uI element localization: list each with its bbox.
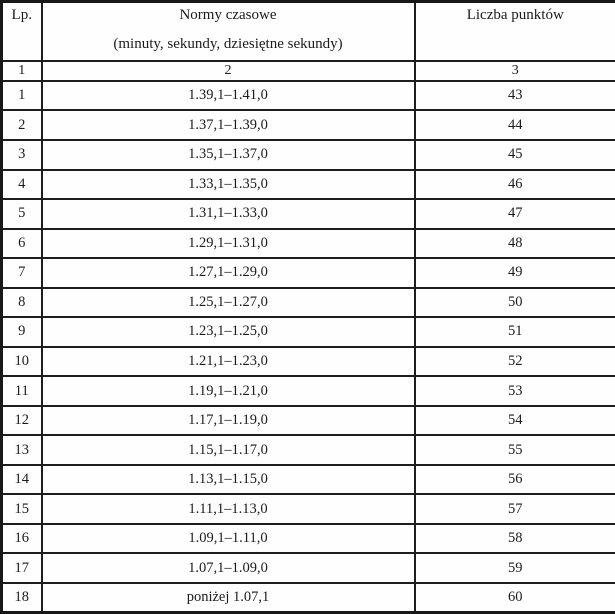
cell-punkty: 50 (415, 288, 615, 318)
table-row (2, 347, 615, 377)
cell-norma: 1.31,1–1.33,0 (42, 199, 415, 229)
cell-lp: 1 (2, 81, 42, 111)
cell-lp: 18 (2, 583, 42, 613)
cell-norma: 1.25,1–1.27,0 (42, 288, 415, 318)
cell-norma: 1.29,1–1.31,0 (42, 229, 415, 259)
cell-lp: 15 (2, 494, 42, 524)
table-row (2, 494, 615, 524)
cell-lp: 16 (2, 524, 42, 554)
table-row (2, 110, 615, 140)
cell-norma: 1.09,1–1.11,0 (42, 524, 415, 554)
table-row (2, 170, 615, 200)
cell-norma: 1.15,1–1.17,0 (42, 435, 415, 465)
cell-punkty: 53 (415, 376, 615, 406)
cell-lp: 17 (2, 553, 42, 583)
cell-norma: 1.39,1–1.41,0 (42, 81, 415, 111)
cell-lp: 10 (2, 347, 42, 377)
cell-punkty: 56 (415, 465, 615, 495)
cell-norma: poniżej 1.07,1 (42, 583, 415, 613)
cell-punkty: 49 (415, 258, 615, 288)
cell-lp: 7 (2, 258, 42, 288)
cell-norma: 1.19,1–1.21,0 (42, 376, 415, 406)
table-row (2, 435, 615, 465)
table-row (2, 199, 615, 229)
header-cell-punkty: Liczba punktów (415, 2, 615, 61)
cell-lp: 4 (2, 170, 42, 200)
cell-punkty: 60 (415, 583, 615, 613)
cell-lp: 13 (2, 435, 42, 465)
cell-lp: 2 (2, 110, 42, 140)
cell-lp: 11 (2, 376, 42, 406)
cell-punkty: 57 (415, 494, 615, 524)
cell-norma: 1.17,1–1.19,0 (42, 406, 415, 436)
cell-lp: 9 (2, 317, 42, 347)
cell-punkty: 52 (415, 347, 615, 377)
table-row (2, 406, 615, 436)
column-number-cell: 1 (2, 61, 42, 81)
cell-punkty: 54 (415, 406, 615, 436)
cell-punkty: 59 (415, 553, 615, 583)
table-row (2, 583, 615, 613)
header-cell-normy (42, 2, 415, 61)
cell-punkty: 51 (415, 317, 615, 347)
cell-lp: 14 (2, 465, 42, 495)
cell-norma: 1.21,1–1.23,0 (42, 347, 415, 377)
cell-lp: 8 (2, 288, 42, 318)
cell-norma: 1.07,1–1.09,0 (42, 553, 415, 583)
cell-punkty: 43 (415, 81, 615, 111)
cell-punkty: 44 (415, 110, 615, 140)
cell-norma: 1.37,1–1.39,0 (42, 110, 415, 140)
column-number-cell: 3 (415, 61, 615, 81)
cell-punkty: 45 (415, 140, 615, 170)
cell-lp: 5 (2, 199, 42, 229)
cell-lp: 3 (2, 140, 42, 170)
cell-punkty: 46 (415, 170, 615, 200)
table-header-row (2, 2, 615, 61)
table-row (2, 524, 615, 554)
table-row (2, 229, 615, 259)
cell-norma: 1.33,1–1.35,0 (42, 170, 415, 200)
cell-punkty: 58 (415, 524, 615, 554)
cell-lp: 12 (2, 406, 42, 436)
table-row (2, 140, 615, 170)
table-row (2, 465, 615, 495)
table-row (2, 288, 615, 318)
cell-punkty: 48 (415, 229, 615, 259)
cell-norma: 1.27,1–1.29,0 (42, 258, 415, 288)
table-row (2, 553, 615, 583)
cell-norma: 1.13,1–1.15,0 (42, 465, 415, 495)
table-row (2, 258, 615, 288)
cell-norma: 1.35,1–1.37,0 (42, 140, 415, 170)
header-cell-lp: Lp. (2, 2, 42, 61)
table-row (2, 317, 615, 347)
table-row (2, 376, 615, 406)
cell-lp: 6 (2, 229, 42, 259)
cell-norma: 1.23,1–1.25,0 (42, 317, 415, 347)
header-normy-line2: (minuty, sekundy, dziesiętne sekundy) (113, 36, 343, 52)
cell-punkty: 47 (415, 199, 615, 229)
table-row (2, 81, 615, 111)
header-normy-line1: Normy czasowe (179, 7, 277, 23)
cell-punkty: 55 (415, 435, 615, 465)
column-number-row (2, 61, 615, 81)
cell-norma: 1.11,1–1.13,0 (42, 494, 415, 524)
column-number-cell: 2 (42, 61, 415, 81)
